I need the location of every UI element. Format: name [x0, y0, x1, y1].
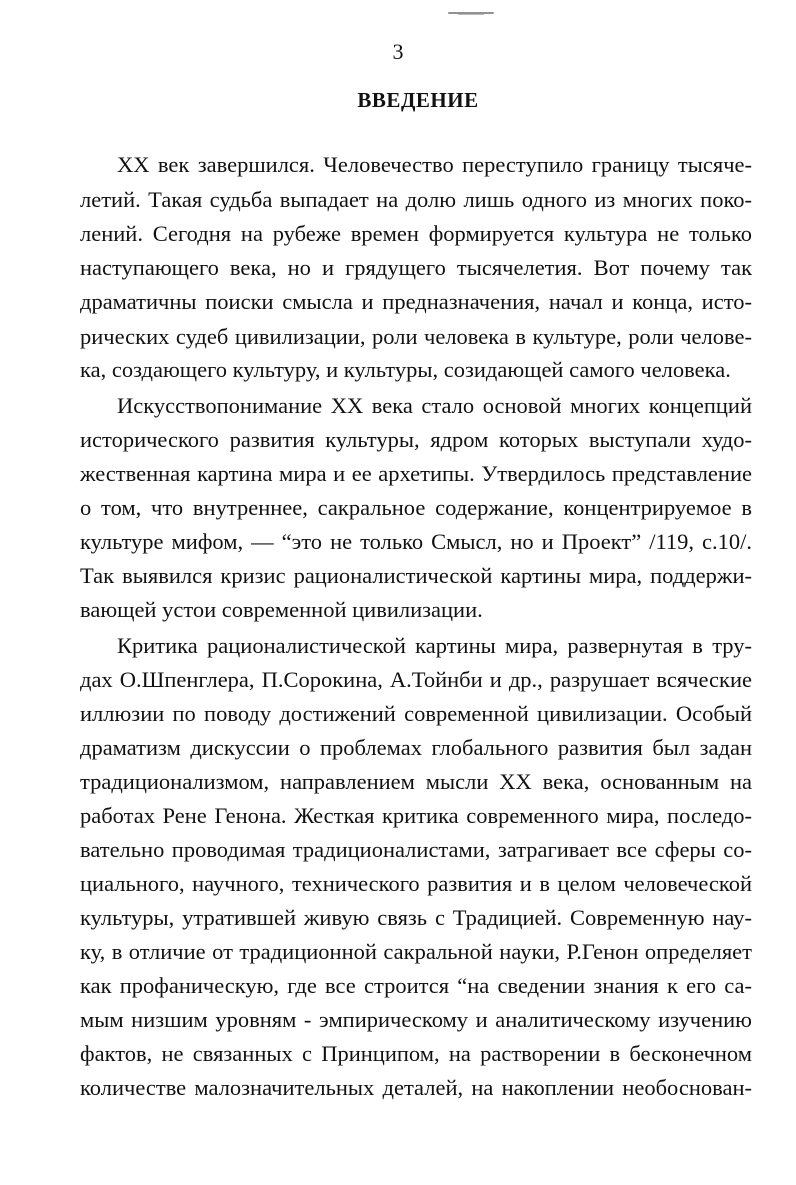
text-line: рических судеб цивилизации, роли человека в культуре, роли челове- [80, 324, 752, 349]
text-line: лений. Сегодня на рубеже времен формируется культура не только [80, 221, 752, 246]
text-line: традиционализмом, направлением мысли XX века, основанным на [80, 769, 752, 794]
text-line: иллюзии по поводу достижений современной цивилизации. Особый [80, 701, 752, 726]
text-line: ка, создающего культуру, и культуры, созидающей самого человека. [80, 357, 731, 382]
text-line: исторического развития культуры, ядром которых выступали худо- [80, 427, 752, 452]
text-line: летий. Такая судьба выпадает на долю лишь одного из многих поко- [80, 187, 752, 212]
page-number: 3 [392, 39, 404, 64]
text-line: жественная картина мира и ее архетипы. Утвердилось представление [80, 461, 752, 486]
text-line: мым низшим уровням - эмпирическому и аналитическому изучению [80, 1007, 752, 1032]
text-line: циального, научного, технического развития и в целом человеческой [80, 871, 752, 896]
text-line: Так выявился кризис рационалистической картины мира, поддержи- [80, 563, 752, 588]
text-line: вающей устои современной цивилизации. [80, 597, 483, 622]
text-line: о том, что внутреннее, сакральное содержание, концентрируемое в [80, 495, 752, 520]
text-line: Искусствопонимание XX века стало основой многих концепций [117, 393, 752, 418]
text-line: культуры, утратившей живую связь с Традицией. Современную нау- [80, 905, 752, 930]
text-line: наступающего века, но и грядущего тысячелетия. Вот почему так [80, 255, 752, 280]
text-line: драматичны поиски смысла и предназначения, начал и конца, исто- [80, 289, 752, 314]
text-line: количестве малозначительных деталей, на накоплении необоснован- [80, 1075, 752, 1100]
text-line: работах Рене Генона. Жесткая критика современного мира, последо- [80, 803, 752, 828]
text-line: драматизм дискуссии о проблемах глобального развития был задан [80, 735, 752, 760]
text-line: как профаническую, где все строится “на сведении знания к его са- [80, 973, 752, 998]
text-line: вательно проводимая традиционалистами, затрагивает все сферы со- [80, 837, 752, 862]
text-line: ку, в отличие от традиционной сакральной науки, Р.Генон определяет [80, 939, 752, 964]
text-line: дах О.Шпенглера, П.Сорокина, А.Тойнби и др., разрушает всяческие [80, 667, 752, 692]
text-line: фактов, не связанных с Принципом, на растворении в бесконечном [80, 1041, 752, 1066]
text-line: Критика рационалистической картины мира, развернутая в тру- [117, 633, 752, 658]
page-title: ВВЕДЕНИЕ [357, 88, 479, 112]
text-line: XX век завершился. Человечество переступило границу тысяче- [117, 152, 752, 177]
text-line: культуре мифом, — “это не только Смысл, но и Проект” /119, с.10/. [80, 529, 752, 554]
scan-artifact-mark [448, 12, 494, 14]
